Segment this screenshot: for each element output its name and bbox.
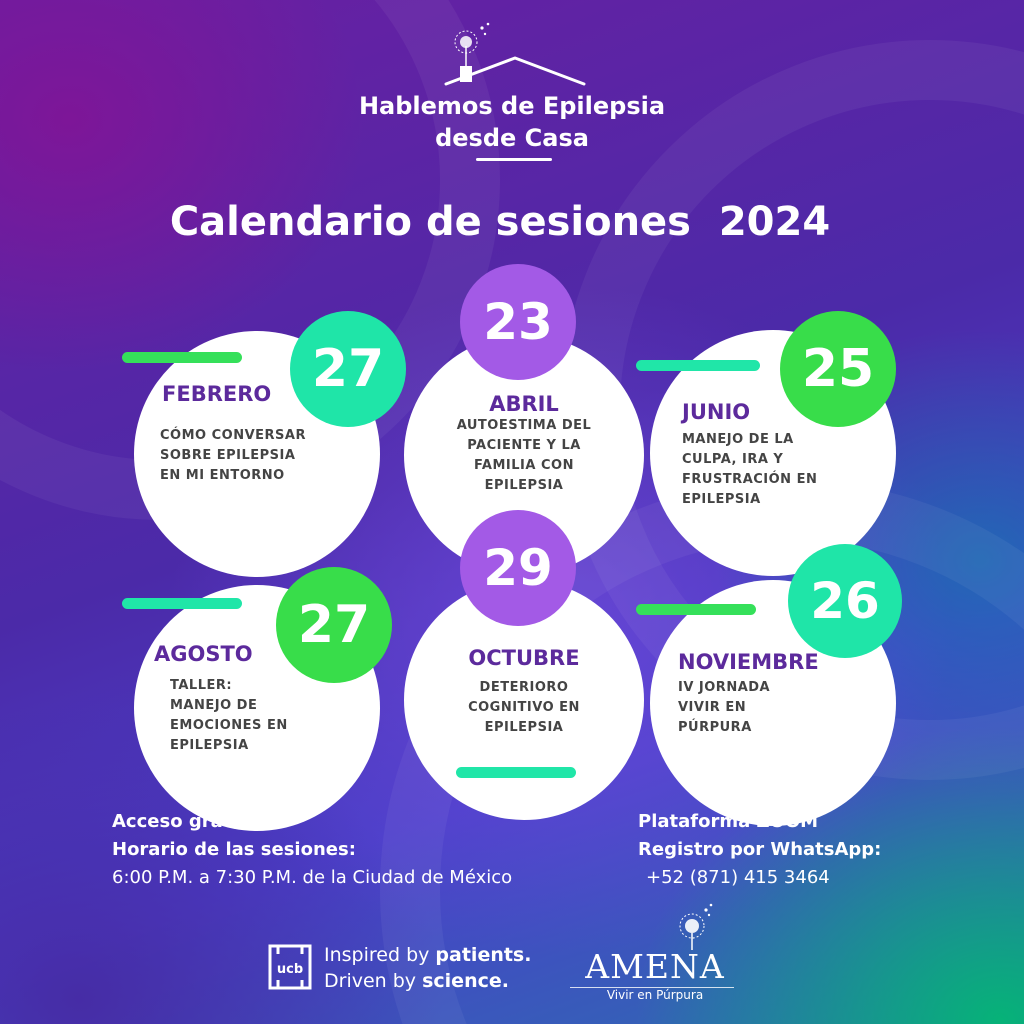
topic-line: DETERIORO <box>479 680 569 695</box>
topic-line: MANEJO DE <box>170 698 258 713</box>
session-day-badge: 27 <box>276 567 392 683</box>
dandelion-icon <box>676 900 716 950</box>
accent-bar <box>456 767 576 778</box>
access-info <box>112 808 622 892</box>
accent-bar <box>636 604 756 615</box>
session-day-badge: 27 <box>290 311 406 427</box>
session-topic <box>678 678 770 738</box>
topic-line: SOBRE EPILEPSIA <box>160 448 296 463</box>
session-topic <box>682 430 817 510</box>
session-day-badge: 29 <box>460 510 576 626</box>
topic-line: PACIENTE Y LA <box>467 438 581 453</box>
ucb-slogan-emphasis: patients. <box>435 944 532 966</box>
platform-label: Plataforma ZOOM <box>638 811 819 832</box>
topic-line: PÚRPURA <box>678 720 752 735</box>
amena-tagline: Vivir en Púrpura <box>606 988 704 1002</box>
topic-line: EPILEPSIA <box>484 478 564 493</box>
topic-line: CULPA, IRA Y <box>682 452 784 467</box>
topic-line: EPILEPSIA <box>484 720 564 735</box>
ucb-slogan-part: Driven by <box>324 970 423 992</box>
session-day-badge: 23 <box>460 264 576 380</box>
topic-line: EPILEPSIA <box>682 492 761 507</box>
accent-bar <box>636 360 760 371</box>
session-day-badge: 26 <box>788 544 902 658</box>
session-day-badge: 25 <box>780 311 896 427</box>
topic-line: EMOCIONES EN <box>170 718 288 733</box>
access-label: Acceso gratuito <box>112 811 272 832</box>
series-title-line-1: Hablemos de Epilepsia <box>358 92 666 120</box>
ucb-logo-icon <box>268 944 312 990</box>
session-month: FEBRERO <box>162 382 272 406</box>
topic-line: TALLER: <box>170 678 233 693</box>
session-month: JUNIO <box>682 400 751 424</box>
session-topic <box>170 676 288 756</box>
series-title <box>312 90 712 154</box>
ucb-slogan-part: Inspired by <box>324 944 436 966</box>
series-title-line-2: desde Casa <box>435 124 589 152</box>
amena-logo-text: AMENA <box>585 947 725 986</box>
ucb-slogan-line-2 <box>324 968 531 994</box>
topic-line: IV JORNADA <box>678 680 771 695</box>
session-month: AGOSTO <box>154 642 253 666</box>
topic-line: VIVIR EN <box>678 700 747 715</box>
topic-line: COGNITIVO EN <box>468 700 580 715</box>
session-month: ABRIL <box>489 392 559 416</box>
accent-bar <box>122 598 242 609</box>
session-topic <box>404 416 644 496</box>
session-month: NOVIEMBRE <box>678 650 819 674</box>
house-dandelion-logo-icon <box>440 20 590 90</box>
ucb-slogan-line-1 <box>324 942 531 968</box>
title-underline <box>476 158 552 161</box>
topic-line: FRUSTRACIÓN EN <box>682 472 818 487</box>
registration-info <box>638 808 938 892</box>
topic-line: EPILEPSIA <box>170 738 249 753</box>
ucb-slogan-emphasis: science. <box>422 970 509 992</box>
topic-line: AUTOESTIMA DEL <box>456 418 592 433</box>
ucb-slogan <box>324 942 531 994</box>
schedule-value: 6:00 P.M. a 7:30 P.M. de la Ciudad de México <box>112 867 513 888</box>
ucb-logo-text: ucb <box>276 962 304 977</box>
session-topic <box>404 678 644 738</box>
session-month: OCTUBRE <box>468 646 580 670</box>
topic-line: CÓMO CONVERSAR <box>160 428 306 443</box>
topic-line: MANEJO DE LA <box>682 432 794 447</box>
schedule-label: Horario de las sesiones: <box>112 839 356 860</box>
accent-bar <box>122 352 242 363</box>
main-title: Calendario de sesiones 2024 <box>169 199 831 245</box>
topic-line: EN MI ENTORNO <box>160 468 285 483</box>
registration-label: Registro por WhatsApp: <box>638 839 882 860</box>
whatsapp-phone: +52 (871) 415 3464 <box>646 867 830 888</box>
session-topic <box>160 426 306 486</box>
topic-line: FAMILIA CON <box>474 458 574 473</box>
